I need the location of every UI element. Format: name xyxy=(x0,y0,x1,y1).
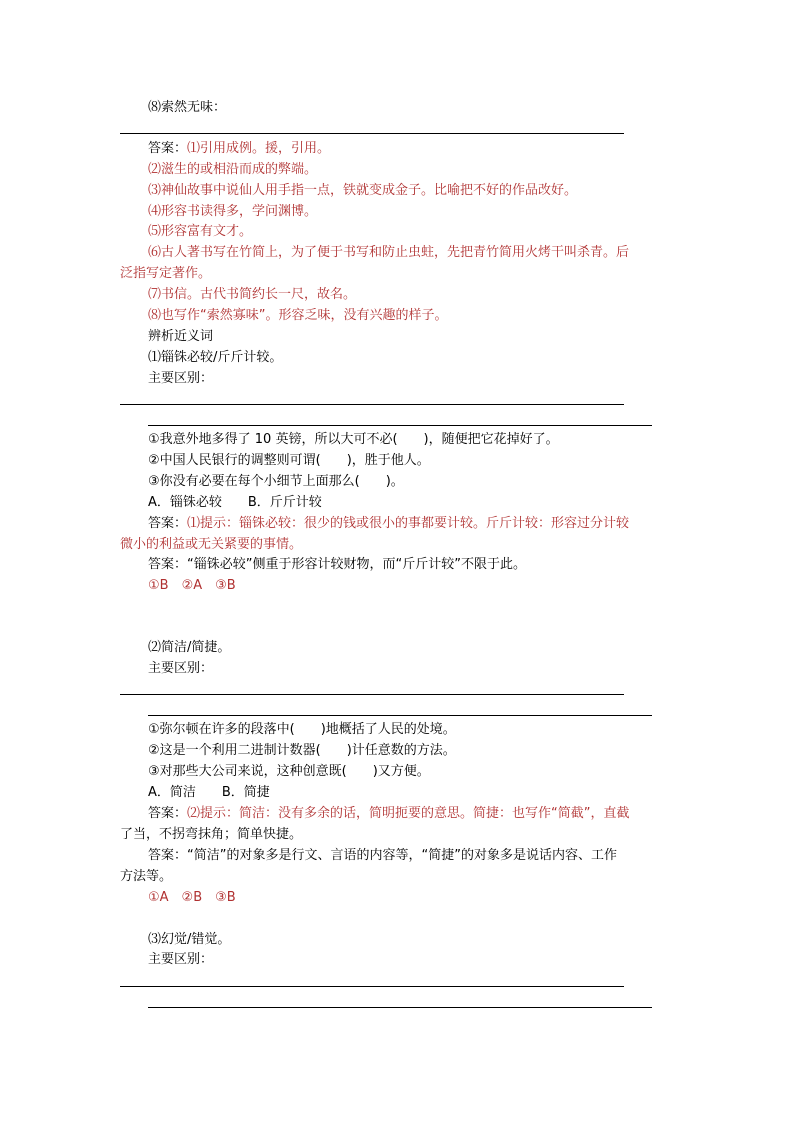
answer-line xyxy=(120,986,624,987)
answer-line-6b: 泛指写定著作。 xyxy=(120,266,212,281)
pair1-question-2: ②中国人民银行的调整则可谓( )，胜于他人。 xyxy=(148,453,430,468)
pair2-question-1: ①弥尔顿在许多的段落中( )地概括了人民的处境。 xyxy=(148,722,456,737)
pair2-choices: ①A ②B ③B xyxy=(148,890,236,905)
pair2-options: A．简洁 B．简捷 xyxy=(148,785,270,800)
pair1-question-1: ①我意外地多得了 10 英镑，所以大可不必( )，随便把它花掉好了。 xyxy=(148,432,559,447)
pair1-hint-line-2: 微小的利益或无关紧要的事情。 xyxy=(120,537,303,552)
answer-line xyxy=(120,694,624,695)
answer-line-5: ⑸形容富有文才。 xyxy=(148,224,253,239)
pair1-choices: ①B ②A ③B xyxy=(148,578,236,593)
pair2-difference-label: 主要区别： xyxy=(148,661,214,676)
answer-line-6a: ⑹古人著书写在竹简上，为了便于书写和防止虫蛀，先把青竹简用火烤干叫杀青。后 xyxy=(148,245,630,260)
pair1-answer-2: 答案：“锱铢必较”侧重于形容计较财物，而“斤斤计较”不限于此。 xyxy=(148,557,526,572)
answer-line-1 xyxy=(148,140,330,158)
pair1-title: ⑴锱铢必较/斤斤计较。 xyxy=(148,350,283,365)
answer-line xyxy=(148,1007,652,1008)
pair1-options: A．锱铢必较 B．斤斤计较 xyxy=(148,495,322,510)
hint-text: ⑵提示：简洁：没有多余的话，简明扼要的意思。简捷：也写作“简截”，直截 xyxy=(187,806,630,821)
pair1-hint-line-1 xyxy=(148,515,629,533)
answer-line-7: ⑺书信。古代书简约长一尺，故名。 xyxy=(148,287,357,302)
answer-prefix: 答案： xyxy=(148,806,188,821)
pair2-title: ⑵简洁/简捷。 xyxy=(148,640,231,655)
pair2-question-3: ③对那些大公司来说，这种创意既( )又方便。 xyxy=(148,764,430,779)
answer-text: ⑴引用成例。援，引用。 xyxy=(187,141,331,156)
pair1-difference-label: 主要区别： xyxy=(148,371,214,386)
pair3-title: ⑶幻觉/错觉。 xyxy=(148,932,231,947)
answer-prefix: 答案： xyxy=(148,141,188,156)
answer-line-3: ⑶神仙故事中说仙人用手指一点，铁就变成金子。比喻把不好的作品改好。 xyxy=(148,183,578,198)
answer-prefix: 答案： xyxy=(148,516,188,531)
answer-line-8: ⑻也写作“索然寡味”。形容乏味，没有兴趣的样子。 xyxy=(148,308,448,323)
section-title: 辨析近义词 xyxy=(148,329,214,344)
pair2-hint-line-1 xyxy=(148,805,630,823)
hint-text: ⑴提示：锱铢必较：很少的钱或很小的事都要计较。斤斤计较：形容过分计较 xyxy=(187,516,630,531)
pair2-answer-2a: 答案：“简洁”的对象多是行文、言语的内容等，“简捷”的对象多是说话内容、工作 xyxy=(148,848,617,863)
pair2-question-2: ②这是一个利用二进制计数器( )计任意数的方法。 xyxy=(148,743,456,758)
answer-line xyxy=(120,133,624,134)
answer-line-4: ⑷形容书读得多，学问渊博。 xyxy=(148,204,318,219)
answer-line-2: ⑵滋生的或相沿而成的弊端。 xyxy=(148,162,318,177)
pair1-question-3: ③你没有必要在每个小细节上面那么( )。 xyxy=(148,474,404,489)
answer-line xyxy=(148,715,652,716)
question-8-label: ⑻索然无味： xyxy=(148,100,227,115)
answer-line xyxy=(120,404,624,405)
pair2-hint-line-2: 了当，不拐弯抹角；简单快捷。 xyxy=(120,827,303,842)
answer-line xyxy=(148,425,652,426)
pair2-answer-2b: 方法等。 xyxy=(120,869,173,884)
pair3-difference-label: 主要区别： xyxy=(148,952,214,967)
